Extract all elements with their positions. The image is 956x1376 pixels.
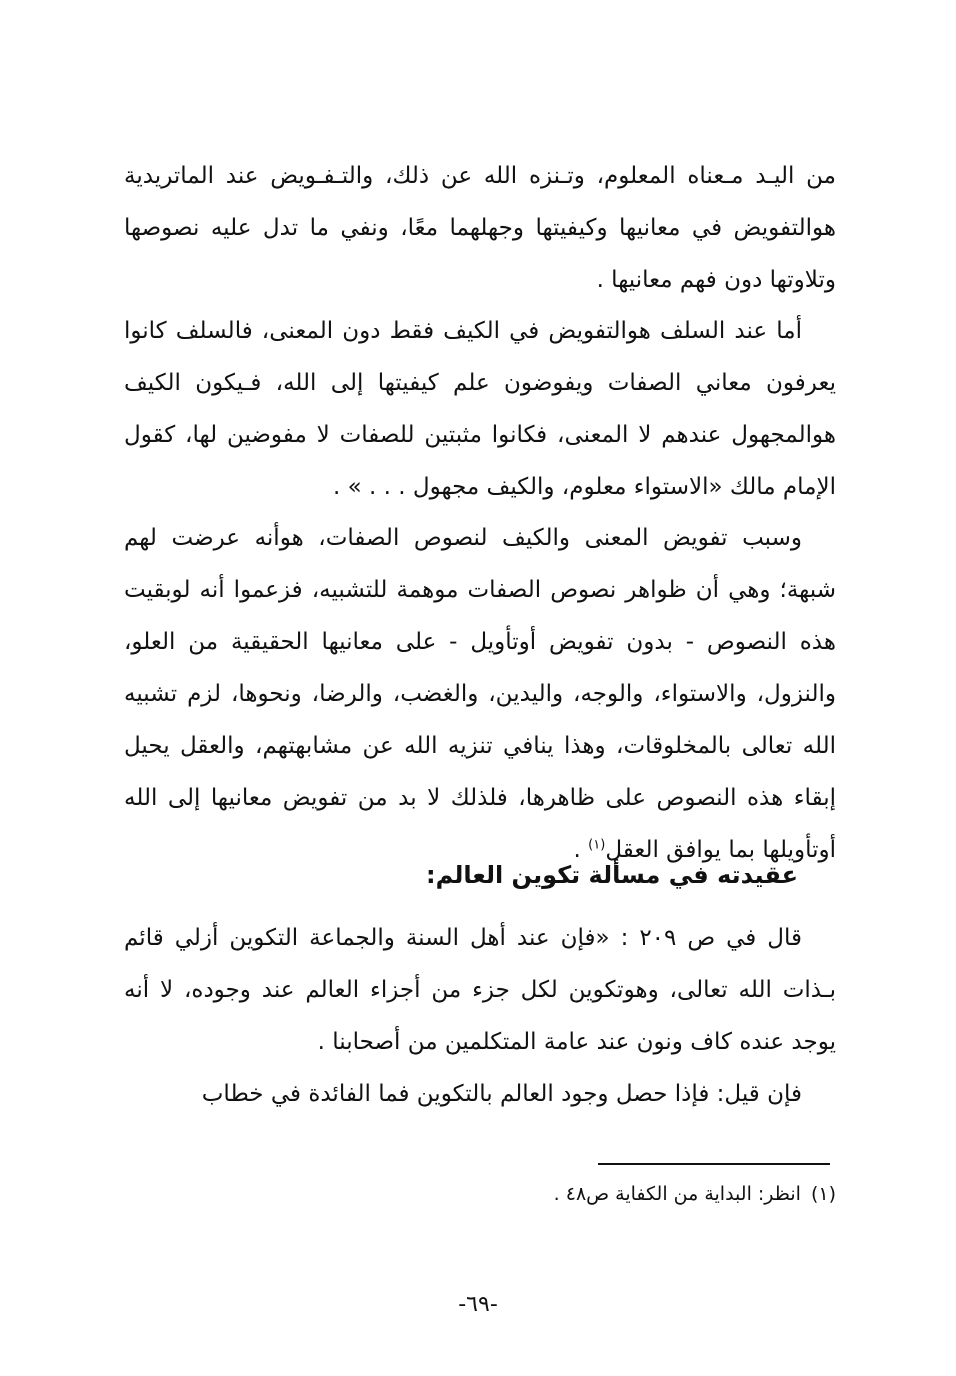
paragraph-1-text: من اليـد مـعناه المعلوم، وتـنزه الله عن ذلك، والتـفـويض عند الماتريدية هوالتفويض في معانيها وكيفيتها وجهلهما معًا، ونفي ما تدل عليه نصوصها وتلاوتها دون فهم معانيها .	[124, 163, 836, 293]
footnote-reference[interactable]: (١)	[588, 837, 606, 853]
footnote-number: (١)	[810, 1183, 836, 1205]
footnote-text: انظر: البداية من الكفاية ص٤٨ .	[553, 1183, 801, 1205]
paragraph-4-text: قال في ص ٢٠٩ : «فإن عند أهل السنة والجماعة التكوين أزلي قائم بـذات الله تعالى، وهوتكوين لكل جزء من أجزاء العالم عند وجوده، لا أنه يوجد عنده كاف ونون عند عامة المتكلمين من أصحابنا .	[124, 925, 836, 1055]
paragraph-4	[124, 912, 836, 1068]
paragraph-3-text: وسبب تفويض المعنى والكيف لنصوص الصفات، هوأنه عرضت لهم شبهة؛ وهي أن ظواهر نصوص الصفات موهمة للتشبيه، فزعموا أنه لوبقيت هذه النصوص - بدون تفويض أوتأويل - على معانيها الحقيقية من العلو، والنزول، والاستواء، والوجه، واليدين، والغضب، والرضا، ونحوها، لزم تشبيه الله تعالى بالمخلوقات، وهذا ينافي تنزيه الله عن مشابهتهم، والعقل يحيل إبقاء هذه النصوص على ظاهرها، فلذلك لا بد من تفويض معانيها إلى الله أوتأويلها بما يوافق العقل	[124, 525, 836, 863]
paragraph-1	[124, 150, 836, 306]
section-heading: عقيدته في مسألة تكوين العالم:	[425, 861, 798, 889]
paragraph-3-end: .	[573, 837, 589, 863]
paragraph-2	[124, 305, 836, 513]
footnote	[124, 1176, 836, 1212]
paragraph-5-text: فإن قيل: فإذا حصل وجود العالم بالتكوين فما الفائدة في خطاب	[201, 1081, 802, 1107]
paragraph-5	[124, 1068, 836, 1120]
paragraph-2-text: أما عند السلف هوالتفويض في الكيف فقط دون المعنى، فالسلف كانوا يعرفون معاني الصفات ويفوضون علم كيفيتها إلى الله، فـيكون الكيف هوالمجهول عندهم لا المعنى، فكانوا مثبتين للصفات لا مفوضين لها، كقول الإمام مالك «الاستواء معلوم، والكيف مجهول . . . » .	[124, 318, 836, 500]
footnote-divider	[598, 1163, 830, 1165]
paragraph-3-container	[124, 512, 836, 876]
page-number: -٦٩-	[458, 1292, 498, 1317]
paragraph-3	[124, 512, 836, 876]
